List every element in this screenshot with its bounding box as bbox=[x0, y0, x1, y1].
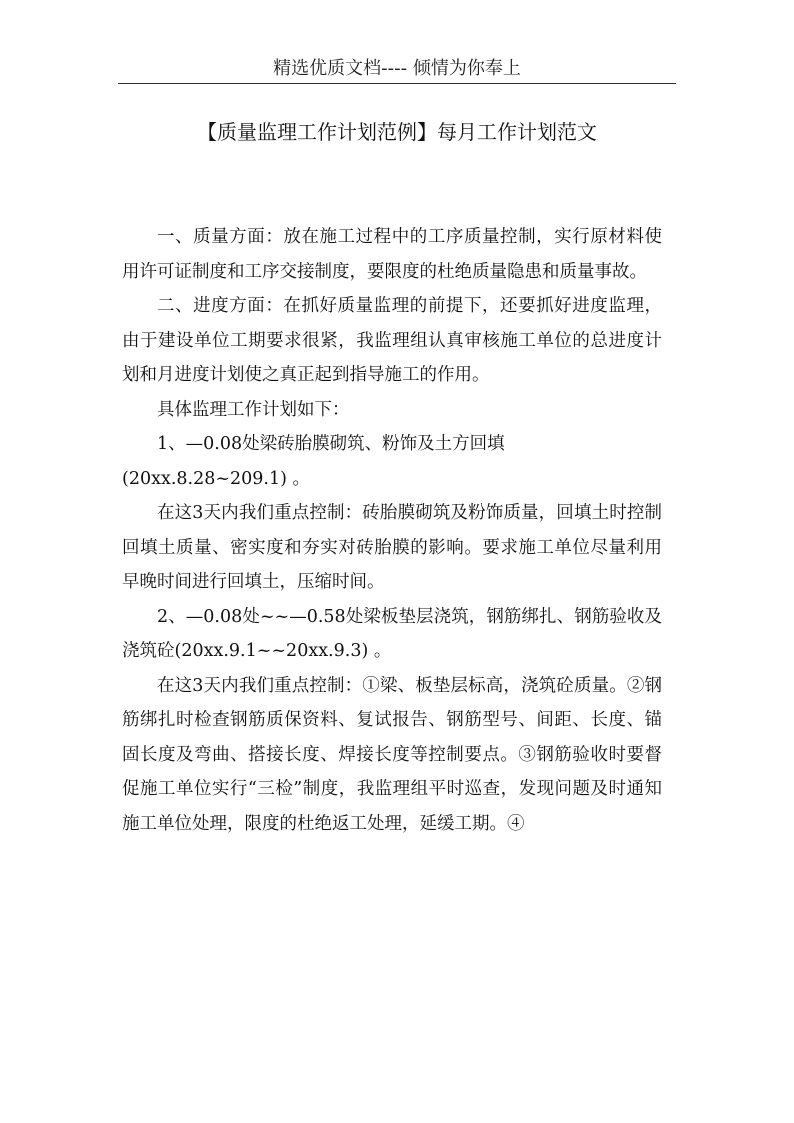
paragraph-item-1-detail: 在这3天内我们重点控制：砖胎膜砌筑及粉饰质量，回填土时控制回填土质量、密实度和夯实对砖胎膜的影响。要求施工单位尽量利用早晚时间进行回填土，压缩时间。 bbox=[122, 503, 662, 592]
paragraph-item-1-dates: (20xx.8.28~209.1) 。 bbox=[122, 468, 311, 489]
paragraph-item-2-detail: 在这3天内我们重点控制：①梁、板垫层标高，浇筑砼质量。②钢筋绑扎时检查钢筋质保资料、复试报告、钢筋型号、间距、长度、锚固长度及弯曲、搭接长度、焊接长度等控制要点。③钢筋验收时要督促施工单位实行“三检”制度，我监理组平时巡查，发现问题及时通知施工单位处理，限度的杜绝返工处理，延缓工期。④ bbox=[122, 675, 662, 834]
header-divider bbox=[118, 83, 676, 84]
paragraph-item-2: 2、—0.08处~~—0.58处梁板垫层浇筑，钢筋绑扎、钢筋验收及浇筑砼(20xx.9.1~~20xx.9.3) 。 bbox=[122, 606, 662, 661]
document-title: 【质量监理工作计划范例】每月工作计划范文 bbox=[197, 120, 597, 144]
paragraph-plan-intro: 具体监理工作计划如下： bbox=[157, 399, 350, 420]
page-header: 精选优质文档---- 倾情为你奉上 bbox=[273, 58, 521, 79]
document-body bbox=[122, 220, 662, 841]
paragraph-quality: 一、质量方面：放在施工过程中的工序质量控制，实行原材料使用许可证制度和工序交接制度，要限度的杜绝质量隐患和质量事故。 bbox=[122, 227, 662, 282]
paragraph-progress: 二、进度方面：在抓好质量监理的前提下，还要抓好进度监理，由于建设单位工期要求很紧，我监理组认真审核施工单位的总进度计划和月进度计划使之真正起到指导施工的作用。 bbox=[122, 296, 662, 385]
paragraph-item-1: 1、—0.08处梁砖胎膜砌筑、粉饰及土方回填 bbox=[157, 434, 505, 454]
